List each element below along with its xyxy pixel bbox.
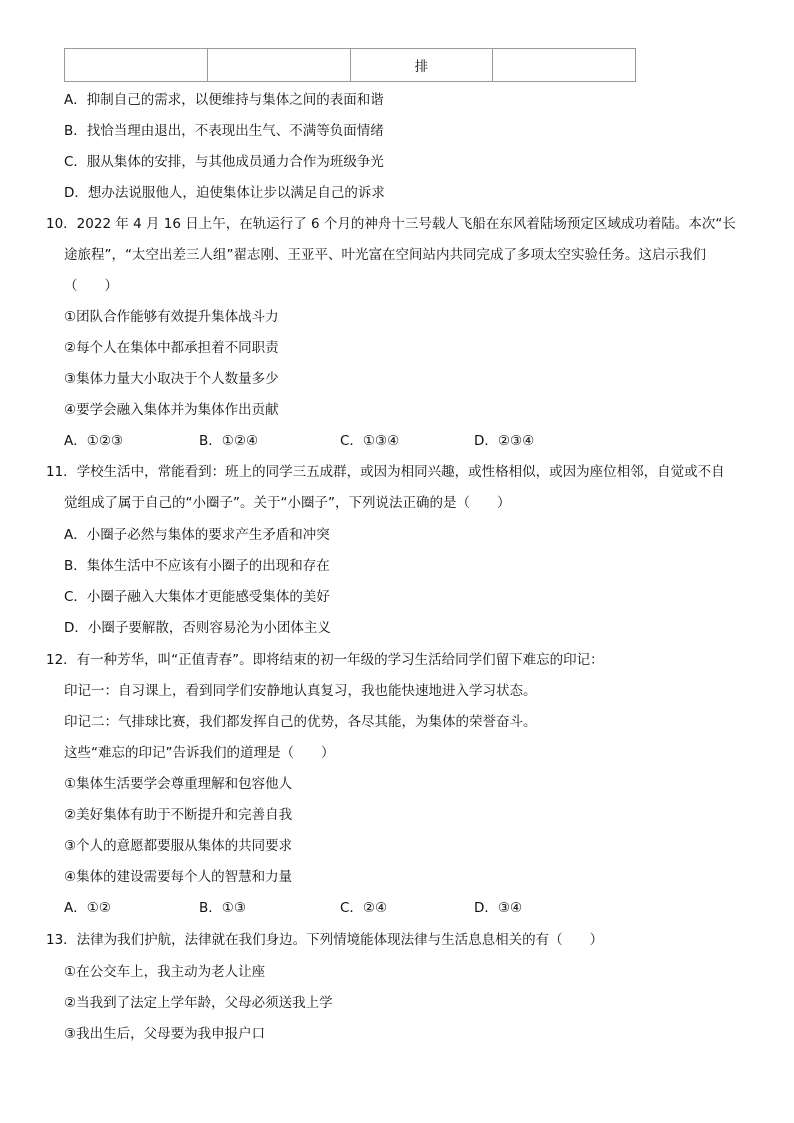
q10-stem-line: 途旅程”，“太空出差三人组”翟志刚、王亚平、叶光富在空间站内共同完成了多项太空实验任务。这启示我们 — [64, 247, 706, 263]
answer-table — [64, 48, 636, 82]
q10-stem-line: 10．2022 年 4 月 16 日上午，在轨运行了 6 个月的神舟十三号载人飞船在东风着陆场预定区域成功着陆。本次“长 — [46, 216, 736, 232]
q13-statement-2: ②当我到了法定上学年龄，父母必须送我上学 — [64, 995, 333, 1011]
table-row — [65, 49, 636, 82]
q10-choices — [64, 431, 534, 451]
q11-option-c: C．小圈子融入大集体才更能感受集体的美好 — [64, 589, 330, 605]
table-cell — [65, 49, 208, 82]
q12-choice-b: B．①③ — [199, 900, 246, 916]
q11-stem-line: 11．学校生活中，常能看到：班上的同学三五成群，或因为相同兴趣，或性格相似，或因为座位相邻，自觉或不自 — [46, 464, 725, 480]
table-cell — [207, 49, 350, 82]
q10-choice-b: B．①②④ — [199, 433, 259, 449]
q12-choice-c: C．②④ — [340, 900, 388, 916]
q10-statement-3: ③集体力量大小取决于个人数量多少 — [64, 371, 279, 387]
q13-statement-1: ①在公交车上，我主动为老人让座 — [64, 964, 266, 980]
q12-choices — [64, 898, 522, 918]
q12-choice-d: D．③④ — [474, 900, 523, 916]
q12-choice-a: A．①② — [64, 900, 111, 916]
q10-choice-d: D．②③④ — [474, 433, 535, 449]
q13-statement-3: ③我出生后，父母要为我申报户口 — [64, 1026, 266, 1042]
q12-statement-2: ②美好集体有助于不断提升和完善自我 — [64, 807, 293, 823]
q11-option-d: D．小圈子要解散，否则容易沦为小团体主义 — [64, 620, 331, 636]
q10-choice-c: C．①③④ — [340, 433, 400, 449]
q12-stem-line: 12．有一种芳华，叫“正值青春”。即将结束的初一年级的学习生活给同学们留下难忘的印记： — [46, 652, 604, 668]
q9-option-c: C．服从集体的安排，与其他成员通力合作为班级争光 — [64, 154, 384, 170]
q9-option-b: B．找恰当理由退出，不表现出生气、不满等负面情绪 — [64, 123, 384, 139]
q10-stem-line: （ ） — [64, 278, 118, 294]
q11-stem-line: 觉组成了属于自己的“小圈子”。关于“小圈子”，下列说法正确的是（ ） — [64, 495, 511, 511]
q9-option-d: D．想办法说服他人，迫使集体让步以满足自己的诉求 — [64, 185, 385, 201]
q10-statement-4: ④要学会融入集体并为集体作出贡献 — [64, 402, 279, 418]
q12-statement-1: ①集体生活要学会尊重理解和包容他人 — [64, 776, 293, 792]
q10-statement-2: ②每个人在集体中都承担着不同职责 — [64, 340, 279, 356]
q10-choice-a: A．①②③ — [64, 433, 124, 449]
q10-statement-1: ①团队合作能够有效提升集体战斗力 — [64, 309, 279, 325]
q13-stem-line: 13．法律为我们护航，法律就在我们身边。下列情境能体现法律与生活息息相关的有（ ） — [46, 932, 604, 948]
table-cell: 排 — [350, 49, 493, 82]
q12-statement-3: ③个人的意愿都要服从集体的共同要求 — [64, 838, 293, 854]
q12-stem-line: 印记一：自习课上，看到同学们安静地认真复习，我也能快速地进入学习状态。 — [64, 683, 537, 699]
table-cell — [493, 49, 636, 82]
q9-option-a: A．抑制自己的需求，以便维持与集体之间的表面和谐 — [64, 92, 384, 108]
q11-option-a: A．小圈子必然与集体的要求产生矛盾和冲突 — [64, 527, 330, 543]
q12-stem-line: 印记二：气排球比赛，我们都发挥自己的优势，各尽其能，为集体的荣誉奋斗。 — [64, 714, 537, 730]
q12-statement-4: ④集体的建设需要每个人的智慧和力量 — [64, 869, 293, 885]
q12-stem-line: 这些“难忘的印记”告诉我们的道理是（ ） — [64, 745, 335, 761]
q11-option-b: B．集体生活中不应该有小圈子的出现和存在 — [64, 558, 330, 574]
